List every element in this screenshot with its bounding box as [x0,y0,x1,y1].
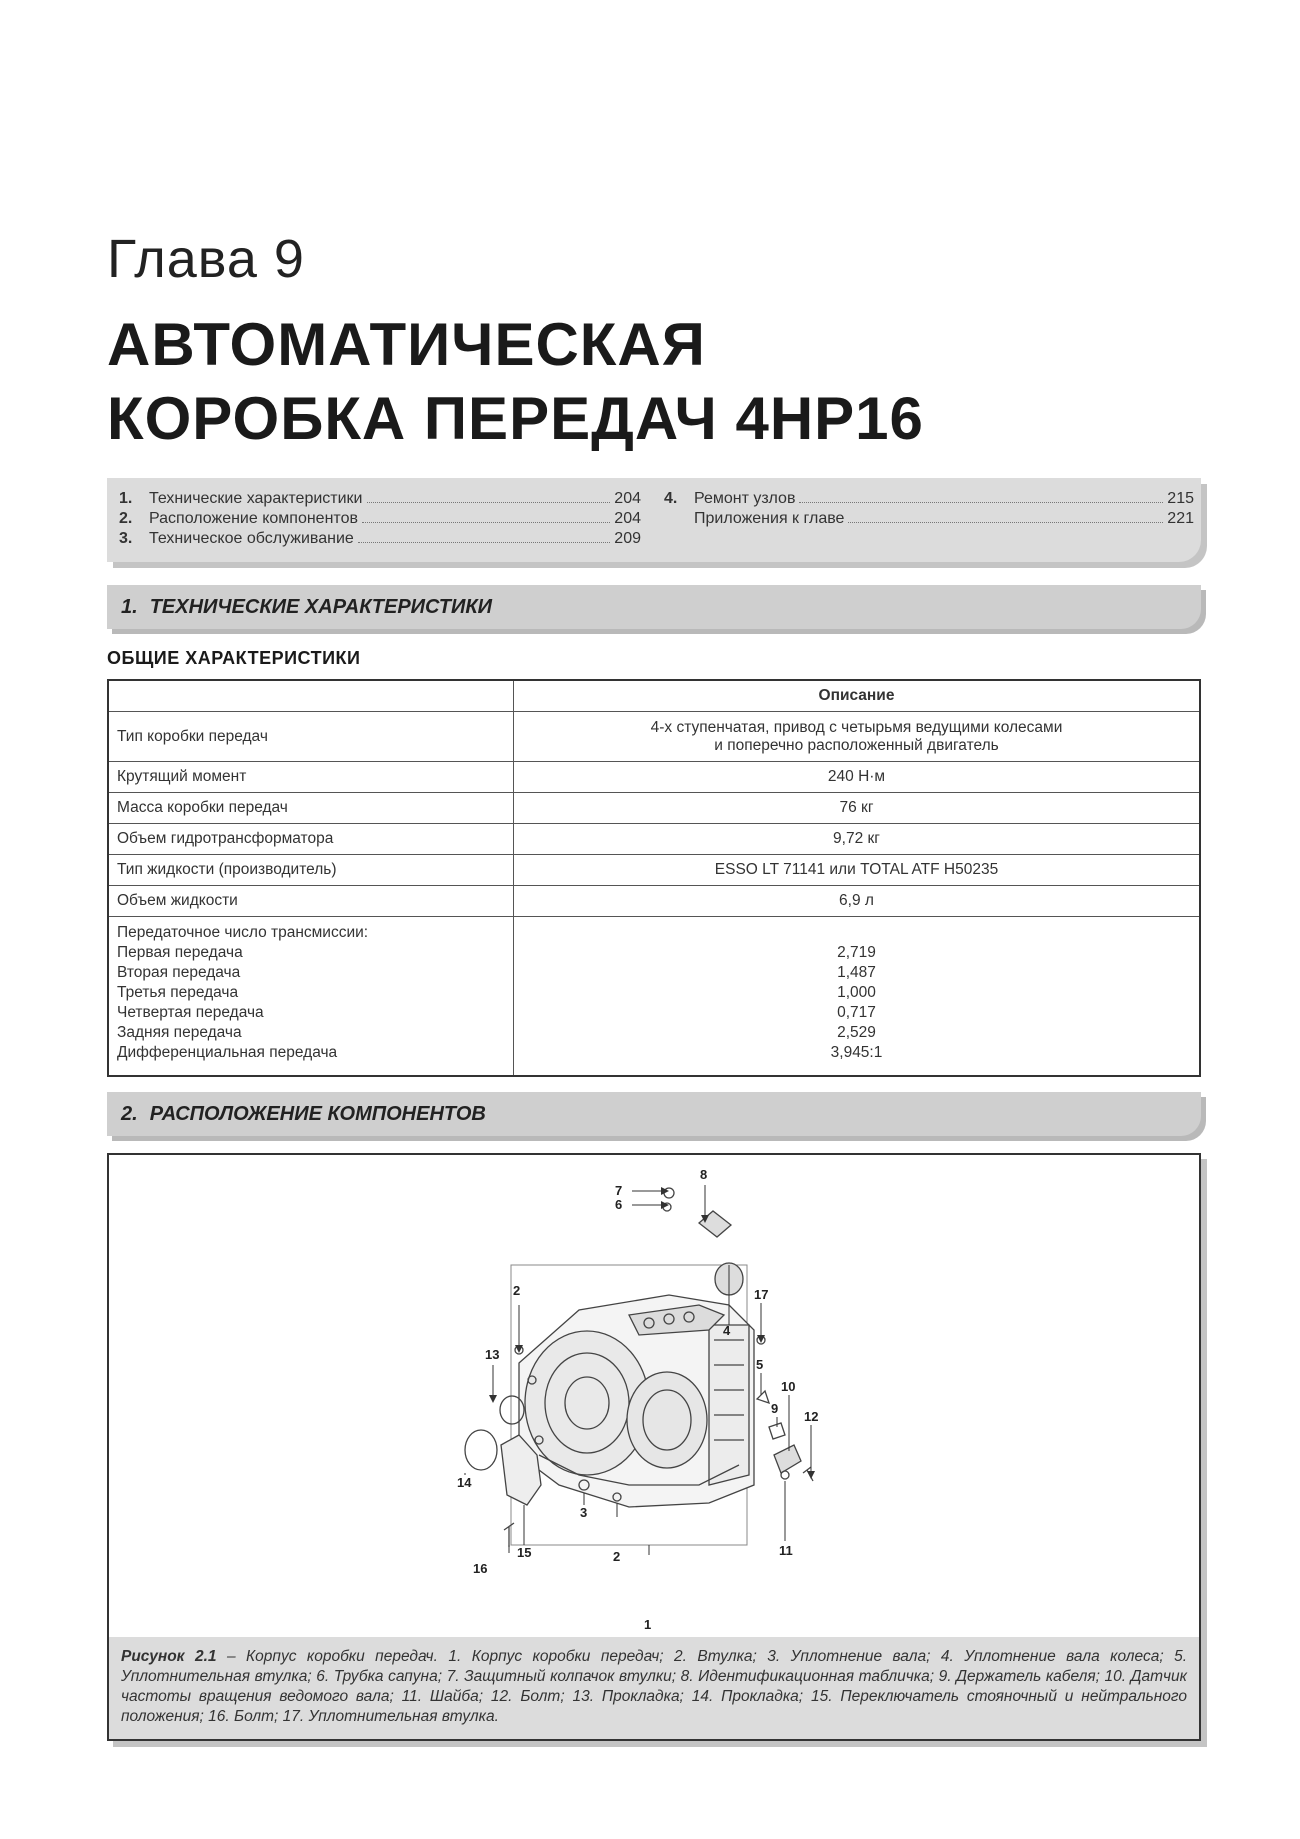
ratio-value: 1,487 [837,964,876,981]
toc-item-number: 4. [664,490,678,507]
ratio-spacer [522,923,1191,943]
toc-item[interactable] [664,510,1194,530]
toc-item-title: Расположение компонентов [149,510,358,527]
toc-column-right [664,490,1194,530]
ratio-value: 1,000 [837,984,876,1001]
figure-caption [109,1637,1199,1739]
table-header-description: Описание [514,680,1201,712]
exploded-view-drawing [109,1155,1199,1637]
callout-10: 10 [781,1379,796,1394]
ratio-value: 2,719 [837,944,876,961]
callout-12: 12 [804,1409,819,1424]
toc-item-page: 215 [1167,490,1194,507]
ratio-name: Вторая передача [117,964,241,981]
figure-gearbox-housing [107,1153,1201,1741]
toc-item-number: 1. [119,490,133,507]
chapter-title-line-2: КОРОБКА ПЕРЕДАЧ 4HP16 [107,385,924,452]
ratio-name: Четвертая передача [117,1004,264,1021]
ratio-value: 0,717 [837,1004,876,1021]
toc-item-number: 2. [119,510,133,527]
ratio-value: 2,529 [837,1024,876,1041]
toc-item[interactable] [119,530,641,550]
chapter-title [107,308,924,456]
value-line: и поперечно расположенный двигатель [714,736,999,754]
toc-item[interactable] [119,490,641,510]
param-cell: Крутящий момент [108,762,514,793]
toc-item-number: 3. [119,530,133,547]
section-heading-2 [107,1092,1201,1136]
caption-text: – Корпус коробки передач. 1. Корпус коробки передач; 2. Втулка; 3. Уплотнение вала; 4. Уплотнение вала колеса; 5. Уплотнительная втулка; 6. Трубка сапуна; 7. Защитный колпачок втулки; 8. Идентификационная табличка; 9. Держатель кабеля; 10. Датчик частоты вращения ведомого вала; 11. Шайба; 12. Болт; 13. Прокладка; 14. Прокладка; 15. Переключатель стояночный и нейтрального положения; 16. Болт; 17. Уплотнительная втулка. [121,1648,1187,1725]
table-of-contents [107,478,1201,562]
callout-3: 3 [580,1505,588,1520]
section-number: 1. [121,596,138,618]
callout-7: 7 [615,1183,623,1198]
value-cell: 240 Н·м [514,762,1201,793]
gasket-14 [465,1430,497,1470]
toc-item-title: Приложения к главе [694,510,845,527]
param-cell: Тип коробки передач [108,712,514,762]
ratio-heading: Передаточное число трансмиссии: [117,924,369,941]
toc-item[interactable] [664,490,1194,510]
table-row [108,762,1200,793]
chapter-title-line-1: АВТОМАТИЧЕСКАЯ [107,311,706,378]
table-row [108,793,1200,824]
washer-11 [781,1471,789,1479]
toc-item-title: Технические характеристики [149,490,363,507]
toc-leader [362,522,610,523]
callout-15: 15 [517,1545,532,1560]
param-cell: Тип жидкости (производитель) [108,855,514,886]
gearbox-housing-drawing [519,1295,754,1507]
callout-6: 6 [615,1197,623,1212]
id-plate-8 [699,1211,731,1237]
toc-item-title: Ремонт узлов [694,490,796,507]
value-cell: ESSO LT 71141 или TOTAL ATF H50235 [514,855,1201,886]
chapter-label: Глава 9 [107,229,305,289]
callout-2: 2 [513,1283,521,1298]
speed-sensor-10 [774,1445,801,1473]
value-cell: 9,72 кг [514,824,1201,855]
ratio-name: Первая передача [117,944,243,961]
ratio-name: Задняя передача [117,1024,242,1041]
ratio-name: Третья передача [117,984,239,1001]
callout-14: 14 [457,1475,472,1490]
toc-column-left [119,490,641,550]
table-row [108,855,1200,886]
section-number: 2. [121,1103,138,1125]
toc-item-title: Техническое обслуживание [149,530,354,547]
table-header-row [108,680,1200,712]
param-cell [108,917,514,1077]
seal-sleeve-5 [757,1391,769,1403]
table-row-gear-ratios [108,917,1200,1077]
value-cell: 76 кг [514,793,1201,824]
callout-1: 1 [644,1617,652,1632]
callout-11: 11 [779,1543,793,1558]
section-title: ТЕХНИЧЕСКИЕ ХАРАКТЕРИСТИКИ [149,596,493,618]
callout-9: 9 [771,1401,779,1416]
table-header-empty [108,680,514,712]
toc-item-page: 209 [614,530,641,547]
callout-8: 8 [700,1167,708,1182]
section-title: РАСПОЛОЖЕНИЕ КОМПОНЕНТОВ [149,1103,486,1125]
param-cell: Объем гидротрансформатора [108,824,514,855]
param-cell: Масса коробки передач [108,793,514,824]
param-cell: Объем жидкости [108,886,514,917]
callout-13: 13 [485,1347,500,1362]
value-line: 4-х ступенчатая, привод с четырьмя ведущими колесами [650,718,1063,736]
toc-leader [358,542,611,543]
toc-item[interactable] [119,510,641,530]
specifications-table [107,679,1201,1077]
ratio-name: Дифференциальная передача [117,1044,338,1061]
section-heading-text [121,596,492,619]
callout-2-lower: 2 [613,1549,621,1564]
table-row [108,824,1200,855]
bolt-16 [504,1523,514,1547]
toc-item-page: 221 [1167,510,1194,527]
ratio-value: 3,945:1 [830,1044,883,1061]
callout-5: 5 [756,1357,764,1372]
caption-label: Рисунок 2.1 [121,1648,217,1665]
section-heading-1 [107,585,1201,629]
table-row [108,712,1200,762]
section-heading-text [121,1103,486,1126]
callout-17: 17 [754,1287,769,1302]
table-row [108,886,1200,917]
toc-leader [848,522,1163,523]
subheading-general-specs: ОБЩИЕ ХАРАКТЕРИСТИКИ [107,648,361,668]
callout-4: 4 [723,1323,731,1338]
callout-16: 16 [473,1561,488,1576]
toc-leader [799,502,1163,503]
toc-item-page: 204 [614,490,641,507]
value-cell: 6,9 л [514,886,1201,917]
value-cell [514,712,1201,762]
toc-leader [367,502,611,503]
toc-item-page: 204 [614,510,641,527]
value-cell [514,917,1201,1077]
